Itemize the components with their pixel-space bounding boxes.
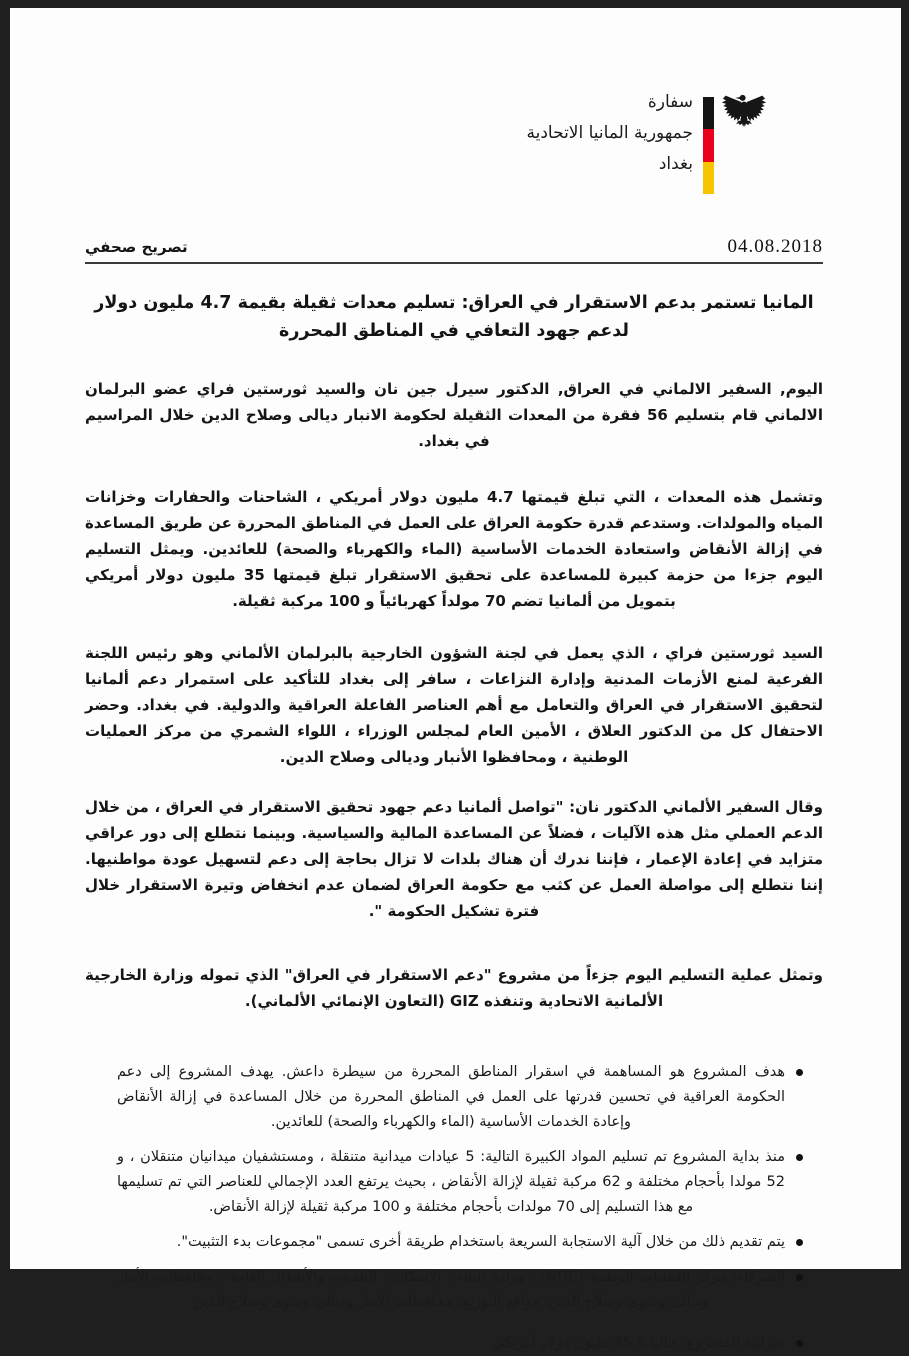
list-item-delivered-items	[85, 1145, 823, 1220]
list-item-text: منذ بداية المشروع تم تسليم المواد الكبيرة التالية: 5 عيادات ميدانية متنقلة ، ومستشفيان ميدانيان متنقلان ، و 52 مولدا بأحجام مختلفة و 62 مركبة ثقيلة لإزالة الأنقاض ، بحيث يرتفع العدد الإجمالي للعناصر التي تم تسليمها مع هذا التسليم إلى 70 مولدات بأحجام مختلفة و 100 مركبة ثقيلة لإزالة الأنقاض.	[117, 1149, 785, 1215]
flag-stripe-black	[703, 97, 714, 129]
paragraph-delivery-announcement: اليوم, السفير الالماني في العراق, الدكتور سيرل جين نان والسيد ثورستين فراي عضو البرلمان الالماني قام بتسليم 56 فقرة من المعدات الثقيلة لحكومة الانبار ديالى وصلاح الدين خلال المراسيم في بغداد.	[85, 380, 823, 450]
list-item-text: ميزانية المشروع: حاليا 35.5 مليون دولار أمريكي	[492, 1335, 785, 1351]
list-item-text: يتم تقديم ذلك من خلال آلية الاستجابة السريعة باستخدام طريقة أخرى تسمى "مجموعات بدء التثبيت".	[176, 1234, 785, 1250]
bullet-icon	[796, 1239, 803, 1246]
meta-row	[85, 236, 823, 258]
bullet-icon	[796, 1154, 803, 1161]
page-title: المانيا تستمر بدعم الاستقرار في العراق: تسليم معدات ثقيلة بقيمة 4.7 مليون دولار لدعم جهود التعافي في المناطق المحررة	[94, 293, 814, 341]
paragraph-ambassador-quote: وقال السفير الألماني الدكتور نان: "تواصل ألمانيا دعم جهود تحقيق الاستقرار في العراق ، من خلال الدعم العملي مثل هذه الآليات ، فضلاً عن المساعدة المالية والسياسية. وبينما نتطلع إلى دور عراقي متزايد في إعادة الإعمار ، فإننا ندرك أن هناك بلدات لا تزال بحاجة إلى دعم لتسهيل عودة مواطنيها. إننا نتطلع إلى مواصلة العمل عن كثب مع حكومة العراق لضمان عدم انخفاض وتيرة الاستقرار خلال فترة تشكيل الحكومة ".	[85, 798, 823, 920]
paragraph-mp-visit: السيد ثورستين فراي ، الذي يعمل في لجنة الشؤون الخارجية بالبرلمان الألماني وهو رئيس اللجنة الفرعية لمنع الأزمات المدنية وإدارة النزاعات ، سافر إلى بغداد للتأكيد على استمرار دعم ألمانيا لتحقيق الاستقرار في العراق والتعامل مع أهم العناصر الفاعلة العراقية والدولية. في بغداد. وحضر الاحتفال كل من الدكتور العلاق ، الأمين العام لمجلس الوزراء ، اللواء الشمري من مركز العمليات الوطنية ، ومحافظوا الأنبار وديالى وصلاح الدين.	[85, 644, 823, 766]
flag-stripe-gold	[703, 162, 714, 194]
paragraph-equipment-details: وتشمل هذه المعدات ، التي تبلغ قيمتها 4.7 مليون دولار أمريكي ، الشاحنات والحفارات وخزانات المياه والمولدات. وستدعم قدرة حكومة العراق على العمل في المناطق المحررة عن طريق المساعدة في إزالة الأنقاض واستعادة الخدمات الأساسية (الماء والكهرباء والصحة) للعائدين. ويمثل التسليم اليوم جزءا من حزمة كبيرة للمساعدة على تحقيق الاستقرار تبلغ قيمتها 35 مليون دولار أمريكي بتمويل من ألمانيا تضم 70 مولداً كهربائياً و 100 مركبة ثقيلة.	[85, 488, 823, 610]
project-facts-list	[85, 1060, 823, 1356]
embassy-name-line-1: سفارة	[647, 92, 693, 112]
list-item-delivery-mechanism	[85, 1230, 823, 1255]
list-item-text: الشركاء: مركز العمليات الوطنية (NOC) ، وزارة البناء ، الإسكان ، البلديات والأشغال العامة ، محافظات الأنبار وديالى ونينوى وصلاح الدين. مواقع التوزيع: محافظات الأنبار وديالى ونينوى وصلاح الدين	[117, 1269, 785, 1310]
list-item-budget	[85, 1331, 823, 1356]
flag-stripe-red	[703, 129, 714, 161]
list-item-project-goal	[85, 1060, 823, 1135]
german-eagle-icon	[721, 91, 767, 137]
embassy-name-line-3: بغداد	[658, 154, 693, 174]
document-date: 04.08.2018	[727, 236, 823, 257]
header-divider	[85, 262, 823, 264]
list-item-text: هدف المشروع هو المساهمة في اسقرار المناطق المحررة من سيطرة داعش. يهدف المشروع إلى دعم الحكومة العراقية في تحسين قدرتها على العمل في المناطق المحررة من خلال المساعدة في إزالة الأنقاض وإعادة الخدمات الأساسية (الماء والكهرباء والصحة) للعائدين.	[117, 1064, 785, 1130]
list-item-partners	[85, 1265, 823, 1315]
press-release-label: تصريح صحفي	[85, 238, 188, 256]
bullet-icon	[796, 1069, 803, 1076]
embassy-name	[527, 87, 694, 180]
embassy-name-line-2: جمهورية المانيا الاتحادية	[526, 123, 693, 143]
press-release-page	[10, 8, 901, 1351]
embassy-letterhead	[85, 85, 767, 203]
paragraph-project-funding: وتمثل عملية التسليم اليوم جزءاً من مشروع "دعم الاستقرار في العراق" الذي تموله وزارة الخارجية الألمانية الاتحادية وتنفذه GIZ (التعاون الإنمائي الألماني).	[85, 966, 823, 1010]
bullet-icon	[796, 1340, 803, 1347]
german-flag-bar	[703, 97, 714, 194]
